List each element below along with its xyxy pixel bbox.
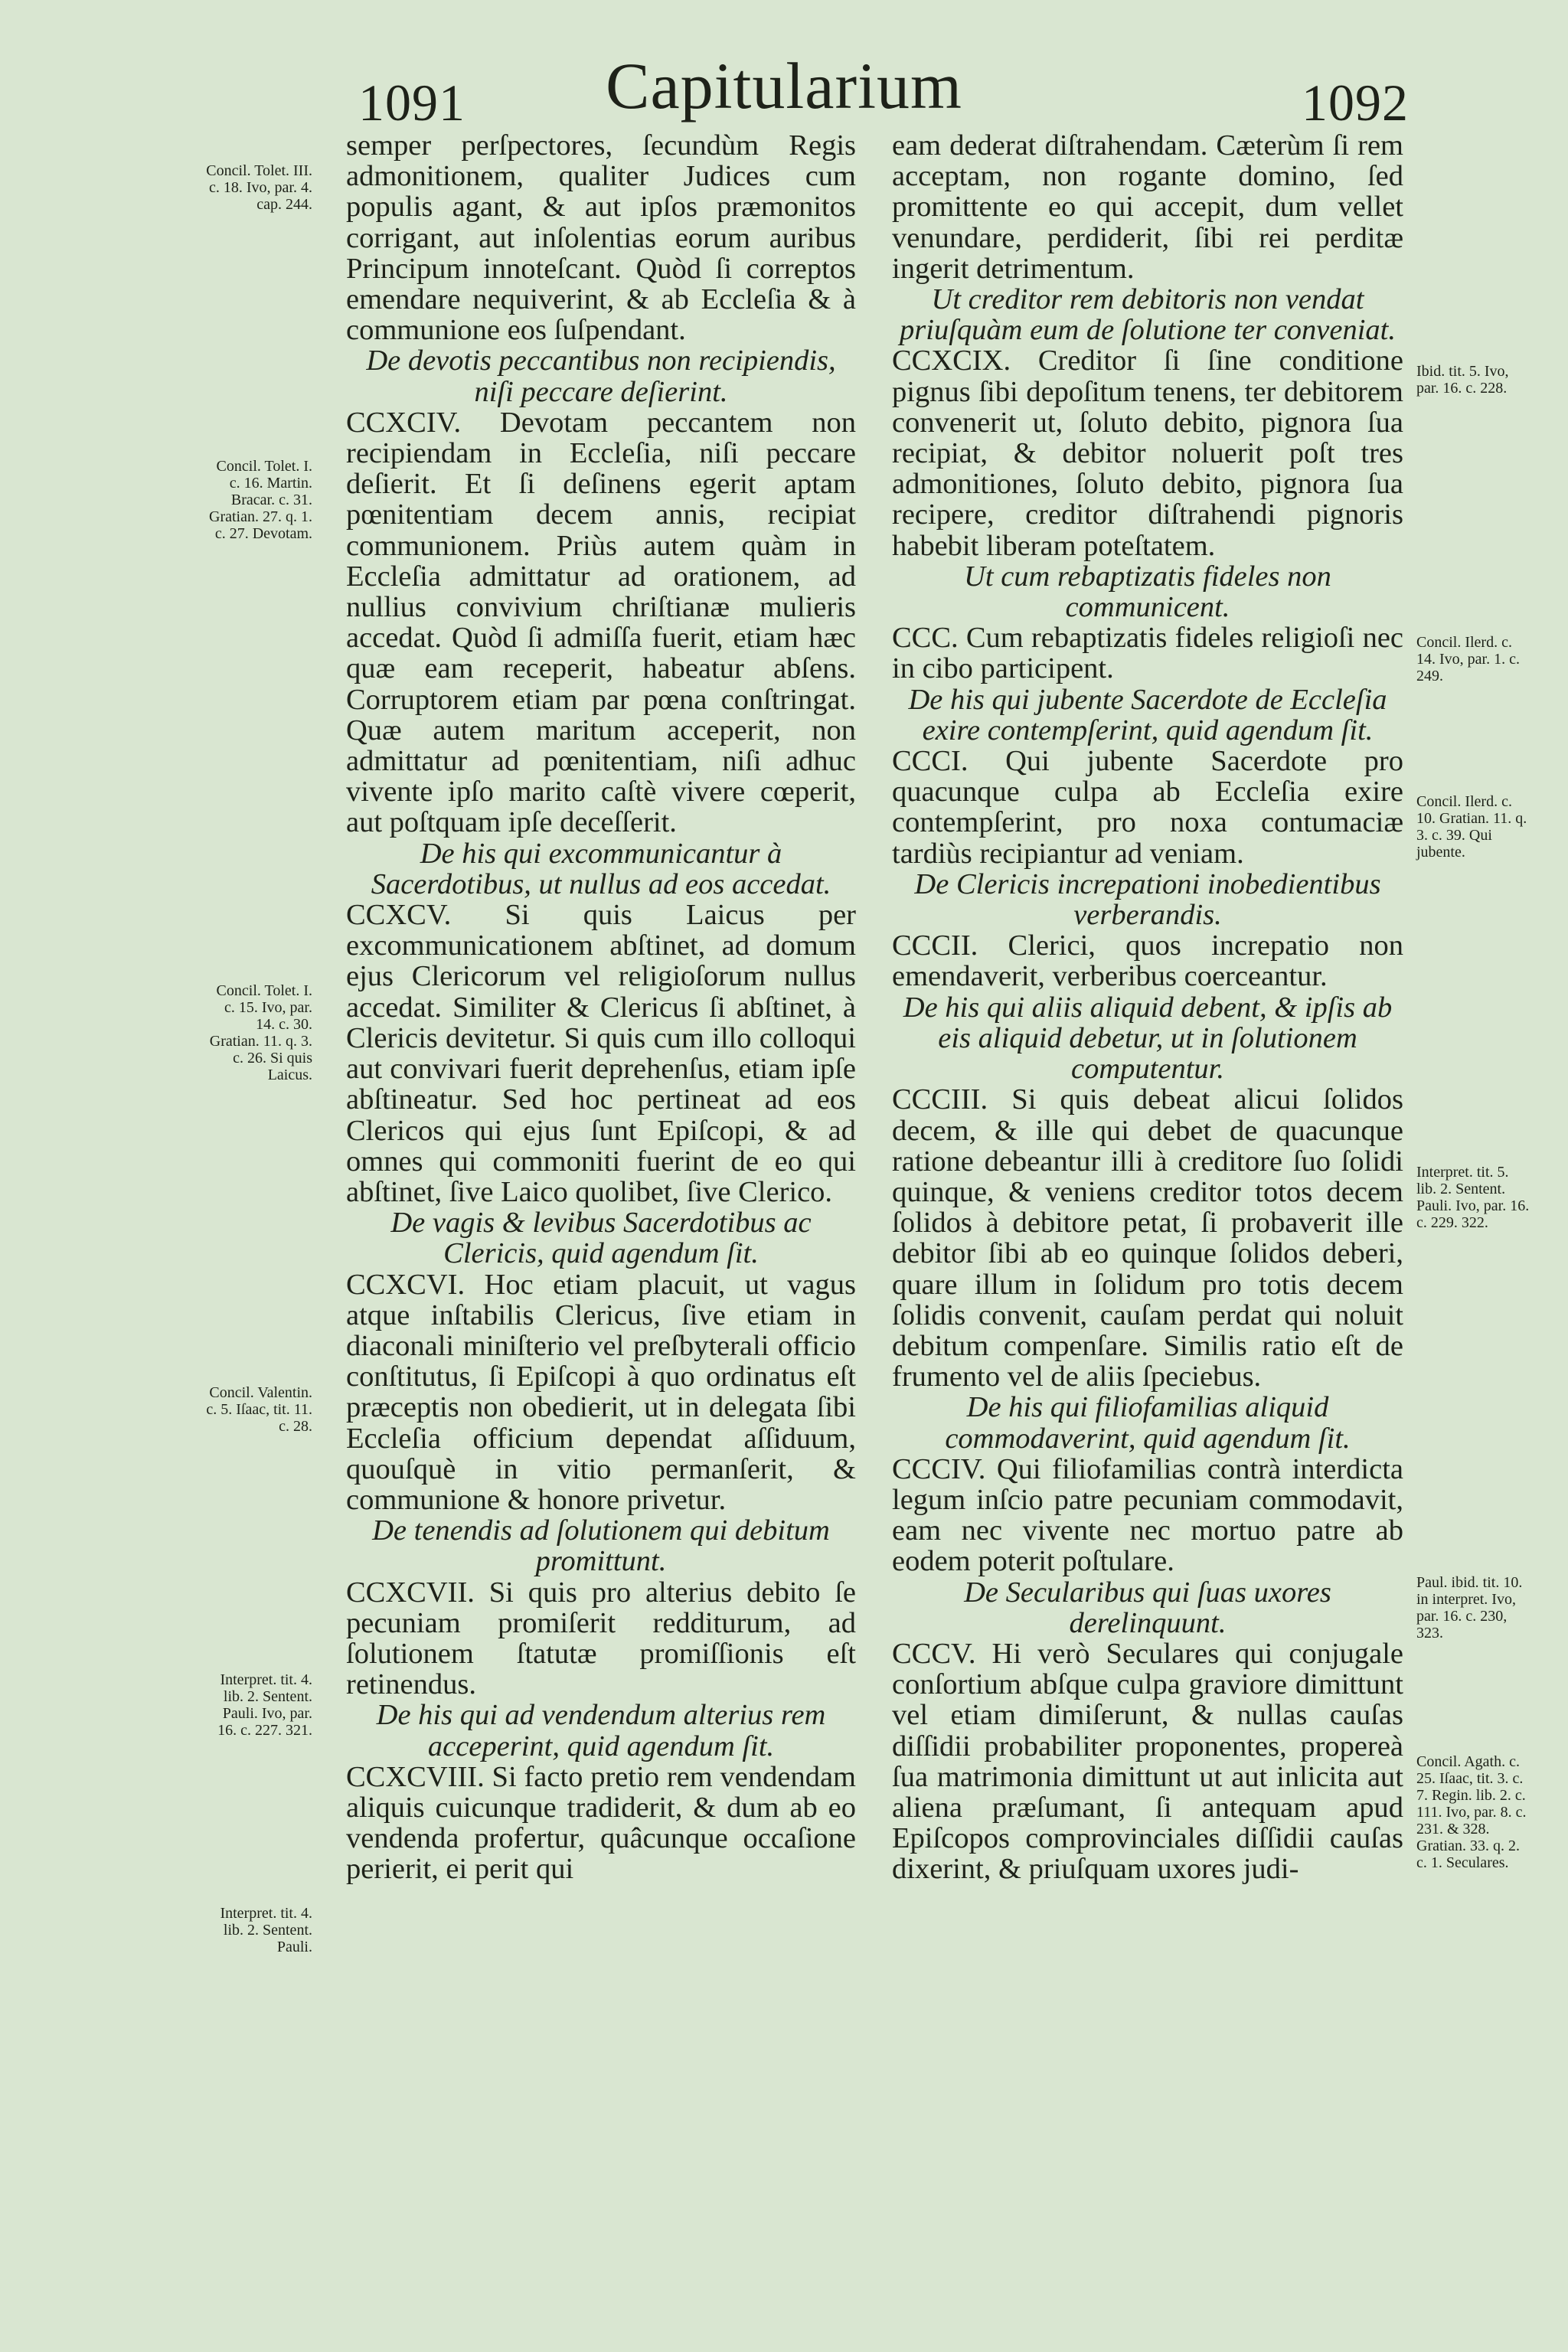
section-heading: De his qui aliis aliquid debent, & ipſis ab eis aliquid debetur, ut in ſolutionem computentur. bbox=[903, 991, 1393, 1086]
paragraph: CCCIII. Si quis debeat alicui ſolidos decem, & ille qui debet de quacunque ratione debeantur illi à creditore ſuo ſolidi quinque, & veniens creditor totos decem ſolidos à debitore petat, ſi probaverit ille debitor ſibi ab eo quinque ſolidos deberi, quare illum in ſolidum pro totis decem ſolidis convenit, cauſam perdat qui noluit debitum compenſare. Similis ratio eſt de frumento vel de aliis ſpeciebus. bbox=[892, 1083, 1403, 1393]
margin-note: Concil. Tolet. III. c. 18. Ivo, par. 4. cap. 244. bbox=[206, 162, 312, 213]
paragraph: CCCI. Qui jubente Sacerdote pro quacunque culpa ab Eccleſia exire contempſerint, pro noxa contumaciæ tardiùs recipiantur ad veniam. bbox=[892, 745, 1403, 870]
margin-note: Concil. Ilerd. c. 14. Ivo, par. 1. c. 249. bbox=[1416, 634, 1520, 684]
page-number-left: 1091 bbox=[358, 74, 466, 132]
margin-note: Concil. Valentin. c. 5. Iſaac, tit. 11. c. 28. bbox=[206, 1384, 312, 1435]
left-column bbox=[346, 130, 856, 1885]
paragraph: CCCV. Hi verò Seculares qui conjugale conſortium abſque culpa graviore dimittunt vel etiam dimiſerunt, & nullas cauſas diſſidii probabiliter proponentes, propereà ſua matrimonia dimittunt ut aut inlicita aut aliena præſumant, ſi antequam apud Epiſcopos comprovinciales diſſidii cauſas dixerint, & priuſquam uxores judi- bbox=[892, 1637, 1403, 1886]
page-title: Capitularium bbox=[606, 49, 962, 122]
section-heading: De Secularibus qui ſuas uxores derelinquunt. bbox=[964, 1576, 1331, 1639]
paragraph: CCC. Cum rebaptizatis fideles religioſi nec in cibo participent. bbox=[892, 622, 1403, 685]
section-heading: De vagis & levibus Sacerdotibus ac Clericis, quid agendum ſit. bbox=[390, 1207, 812, 1270]
paragraph: CCXCVIII. Si facto pretio rem vendendam aliquis cuicunque tradiderit, & dum ab eo vendenda profertur, quâcunque occaſione perierit, ei perit qui bbox=[346, 1760, 856, 1886]
section-heading: De devotis peccantibus non recipiendis, niſi peccare deſierint. bbox=[366, 345, 836, 408]
paragraph: CCXCV. Si quis Laicus per excommunicationem abſtinet, ad domum ejus Clericorum vel religioſorum nullus accedat. Similiter & Clericus ſi abſtinet, à Clericis devitetur. Si quis cum illo colloqui aut convivari fuerit deprehenſus, etiam ipſe abſtineatur. Sed hoc pertineat ad eos Clericos qui ejus ſunt Epiſcopi, & ad omnes qui commoniti fuerint de eo qui abſtinet, ſive Laico quolibet, ſive Clerico. bbox=[346, 899, 856, 1208]
margin-note: Ibid. tit. 5. Ivo, par. 16. c. 228. bbox=[1416, 363, 1509, 397]
margin-note: Concil. Tolet. I. c. 15. Ivo, par. 14. c. 30. Gratian. 11. q. 3. c. 26. Si quis Laicus. bbox=[209, 982, 312, 1083]
margin-note: Concil. Ilerd. c. 10. Gratian. 11. q. 3. c. 39. Qui jubente. bbox=[1416, 793, 1527, 861]
section-heading: De Clericis increpationi inobedientibus verberandis. bbox=[914, 867, 1381, 932]
section-heading: De his qui filiofamilias aliquid commodaverint, quid agendum ſit. bbox=[945, 1391, 1351, 1455]
margin-note: Concil. Agath. c. 25. Iſaac, tit. 3. c. 7. Regin. lib. 2. c. 111. Ivo, par. 8. c. 231. & 328. Gratian. 33. q. 2. c. 1. Seculares. bbox=[1416, 1753, 1527, 1871]
paragraph: CCCIV. Qui filiofamilias contrà interdicta legum inſcio patre pecuniam commodavit, eam nec vivente nec mortuo patre ab eodem poterit poſtulare. bbox=[892, 1452, 1403, 1578]
section-heading: De his qui jubente Sacerdote de Eccleſia exire contempſerint, quid agendum ſit. bbox=[908, 683, 1387, 746]
section-heading: Ut creditor rem debitoris non vendat priuſquàm eum de ſolutione ter conveniat. bbox=[900, 283, 1396, 347]
margin-note: Interpret. tit. 4. lib. 2. Sentent. Pauli. Ivo, par. 16. c. 227. 321. bbox=[217, 1671, 312, 1739]
section-heading: De his qui ad vendendum alterius rem acceperint, quid agendum ſit. bbox=[376, 1699, 826, 1762]
margin-note: Interpret. tit. 5. lib. 2. Sentent. Pauli. Ivo, par. 16. c. 229. 322. bbox=[1416, 1164, 1530, 1231]
section-heading: De his qui excommunicantur à Sacerdotibus, ut nullus ad eos accedat. bbox=[371, 837, 831, 900]
section-heading: De tenendis ad ſolutionem qui debitum promittunt. bbox=[372, 1514, 830, 1578]
page-number-right: 1092 bbox=[1302, 74, 1409, 132]
paragraph: eam dederat diſtrahendam. Cæterùm ſi rem acceptam, non rogante domino, ſed promittente eo qui accepit, dum vellet venundare, perdiderit, ſibi rei perditæ ingerit detrimentum. bbox=[892, 129, 1403, 285]
paragraph: semper perſpectores, ſecundùm Regis admonitionem, qualiter Judices cum populis agant, & aut ipſos præmonitos corrigant, aut inſolentias eorum auribus Principum innoteſcant. Quòd ſi correptos emendare nequiverint, & ab Eccleſia & à communione eos ſuſpendant. bbox=[346, 129, 856, 347]
margin-note: Interpret. tit. 4. lib. 2. Sentent. Pauli. bbox=[220, 1905, 312, 1955]
paragraph: CCXCIV. Devotam peccantem non recipiendam in Eccleſia, niſi peccare deſierit. Et ſi deſinens egerit aptam pœnitentiam decem annis, recipiat communionem. Priùs autem quàm in Eccleſia admittatur ad orationem, ad nullius convivium chriſtianæ mulieris accedat. Quòd ſi admiſſa fuerit, etiam hæc quæ eam receperit, habeatur abſens. Corruptorem etiam par pœna conſtringat. Quæ autem maritum acceperit, non admittatur ad pœnitentiam, niſi adhuc vivente ipſo marito caſtè vivere cœperit, aut poſtquam ipſe deceſſerit. bbox=[346, 406, 856, 839]
section-heading: Ut cum rebaptizatis fideles non communicent. bbox=[964, 560, 1331, 624]
paragraph: CCXCVI. Hoc etiam placuit, ut vagus atque inſtabilis Clericus, ſive etiam in diaconali miniſterio vel preſbyterali officio conſtitutus, ſi Epiſcopi à quo ordinatus eſt præceptis non obedierit, ut in delegata ſibi Eccleſia officium dependat aſſiduum, quouſquè in vitio permanſerit, & communione & honore privetur. bbox=[346, 1268, 856, 1516]
paragraph: CCXCIX. Creditor ſi ſine conditione pignus ſibi depoſitum tenens, ter debitorem convenerit ut, ſoluto debito, pignora ſua recipiat, & debitor noluerit poſt tres admonitiones, ſoluto debito, pignora ſua recipere, creditor diſtrahendi pignoris habebit liberam poteſtatem. bbox=[892, 345, 1403, 562]
paragraph: CCCII. Clerici, quos increpatio non emendaverit, verberibus coerceantur. bbox=[892, 929, 1403, 993]
margin-note: Paul. ibid. tit. 10. in interpret. Ivo, par. 16. c. 230, 323. bbox=[1416, 1574, 1523, 1642]
paragraph: CCXCVII. Si quis pro alterius debito ſe pecuniam promiſerit redditurum, ad ſolutionem ſtatutæ promiſſionis eſt retinendus. bbox=[346, 1576, 856, 1701]
right-column bbox=[892, 130, 1403, 1885]
margin-note: Concil. Tolet. I. c. 16. Martin. Bracar. c. 31. Gratian. 27. q. 1. c. 27. Devotam. bbox=[209, 458, 312, 542]
